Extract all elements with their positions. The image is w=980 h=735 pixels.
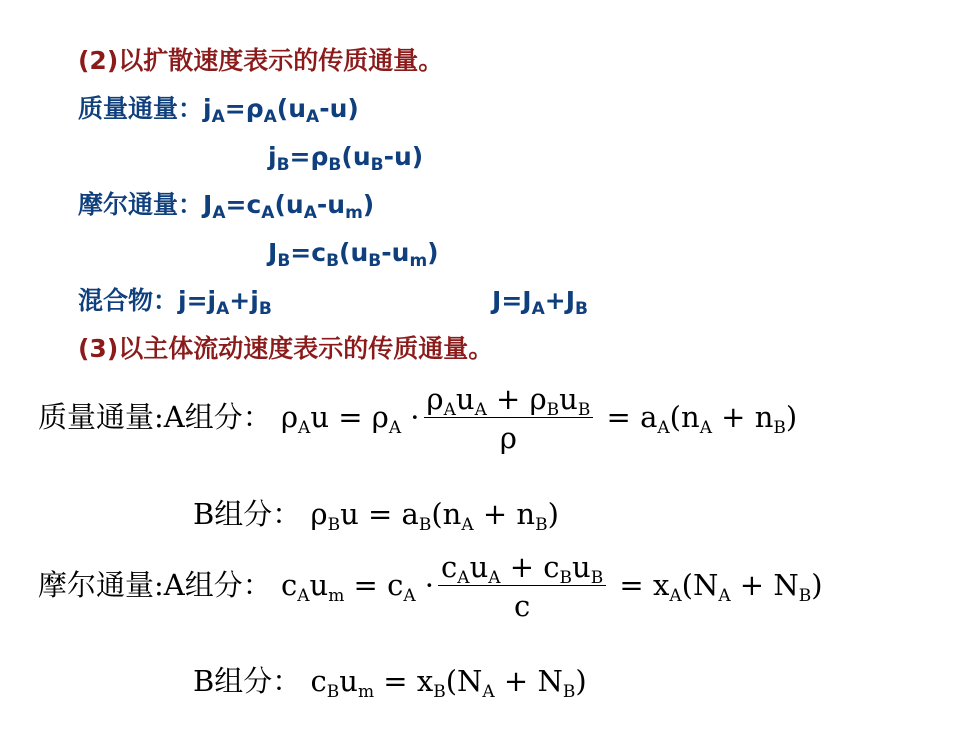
- heading-bulk-flux: (3)以主体流动速度表示的传质通量。: [78, 334, 494, 363]
- formula-molar-b: B组分： $c_Bu_m = x_B(N_A + N_B)$: [193, 664, 587, 702]
- mixture-molar-sum: $J=J_A+J_B$: [492, 286, 588, 319]
- mixture-label: 混合物：: [78, 286, 179, 315]
- mixture-line: 混合物：$j=j_A+j_B$: [78, 286, 272, 319]
- fraction: $\frac{c_Au_A + c_Bu_B}{c}$: [438, 553, 606, 621]
- formula-mass-a: 质量通量:A组分： $\rho_Au = \rho_A$ · $\frac{\rho_Au_A + \rho_Bu_B}{\rho}$ = $a_A(n_A + n_B)$: [38, 382, 798, 455]
- fraction: $\frac{\rho_Au_A + \rho_Bu_B}{\rho}$: [424, 385, 594, 453]
- mass-flux-jb-line: $j_B=\rho_B(u_B-u)$: [268, 142, 424, 175]
- heading-diffusion-flux: (2)以扩散速度表示的传质通量。: [78, 46, 444, 75]
- molar-flux-jb-line: $J_B=c_B(u_B-u_m)$: [268, 238, 439, 271]
- formula-molar-a: 摩尔通量:A组分： $c_Au_m = c_A$ · $\frac{c_Au_A + c_Bu_B}{c}$ = $x_A(N_A + N_B)$: [38, 550, 823, 623]
- molar-flux-ja-line: 摩尔通量：$J_A=c_A(u_A-u_m)$: [78, 190, 375, 223]
- mass-flux-label: 质量通量：: [78, 94, 204, 123]
- formula-mass-b: B组分： $\rho_Bu = a_B(n_A + n_B)$: [193, 497, 559, 535]
- molar-flux-label: 摩尔通量：: [78, 190, 204, 219]
- mass-flux-ja-line: 质量通量：$j_A=\rho_A(u_A-u)$: [78, 94, 359, 127]
